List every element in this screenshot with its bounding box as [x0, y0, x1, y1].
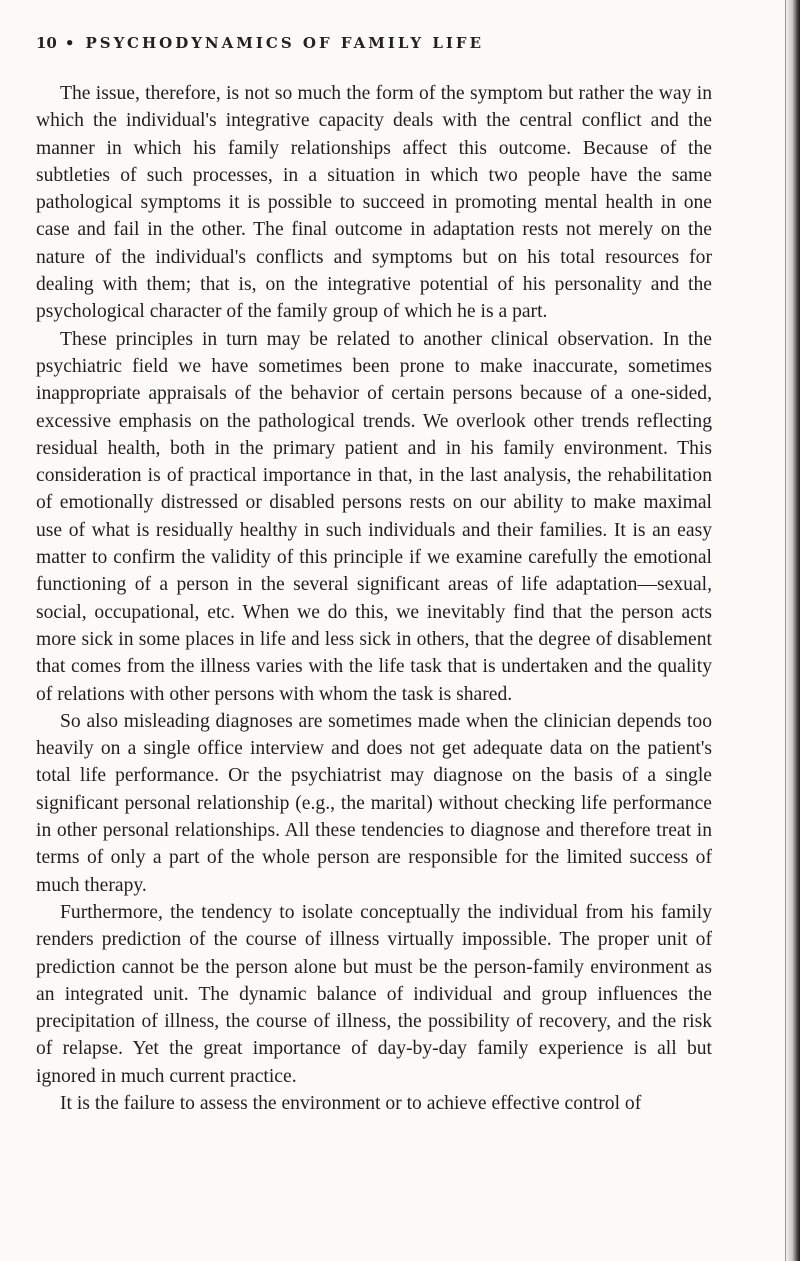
paragraph: It is the failure to assess the environment or to achieve effective control of [60, 1092, 642, 1114]
paragraph: So also misleading diagnoses are sometimes made when the clinician depends too heavily on a single office interview and does not get adequate data on the patient's total life performance. Or the psychiatrist may diagnose on the basis of a single significant personal relationship (e.g., the marital) without checking life performance in other personal relationships. All these tendencies to diagnose and therefore treat in terms of only a part of the whole person are responsible for the limited success of much therapy. [36, 710, 712, 896]
paragraph: The issue, therefore, is not so much the form of the symptom but rather the way in which the individual's integrative capacity deals with the central conflict and the manner in which his family relationships affect this outcome. Because of the subtleties of such processes, in a situation in which two people have the same pathological symptoms it is possible to succeed in promoting mental health in one case and fail in the other. The final outcome in adaptation rests not merely on the nature of the individual's conflicts and symptoms but on his total resources for dealing with them; that is, on the integrative potential of his personality and the psychological character of the family group of which he is a part. [36, 83, 712, 323]
running-head [36, 34, 484, 52]
running-title: PSYCHODYNAMICS OF FAMILY LIFE [85, 34, 485, 52]
page-edge-shadow [786, 0, 800, 1261]
header-separator: • [64, 34, 78, 52]
body-text [36, 80, 712, 1117]
paragraph: These principles in turn may be related to another clinical observation. In the psychiatric field we have sometimes been prone to make inaccurate, sometimes inappropriate appraisals of the behavior of certain persons because of a one-sided, excessive emphasis on the pathological trends. We overlook other trends reflecting residual health, both in the primary patient and in his family environment. This consideration is of practical importance in that, in the last analysis, the rehabilitation of emotionally distressed or disabled persons rests on our ability to make maximal use of what is residually healthy in such individuals and their families. It is an easy matter to confirm the validity of this principle if we examine carefully the emotional functioning of a person in the several significant areas of life adaptation—sexual, social, occupational, etc. When we do this, we inevitably find that the person acts more sick in some places in life and less sick in others, that the degree of disablement that comes from the illness varies with the life task that is undertaken and the quality of relations with other persons with whom the task is shared. [36, 328, 712, 705]
paragraph: Furthermore, the tendency to isolate conceptually the individual from his family renders prediction of the course of illness virtually impossible. The proper unit of prediction cannot be the person alone but must be the person-family environment as an integrated unit. The dynamic balance of individual and group influences the precipitation of illness, the course of illness, the possibility of recovery, and the risk of relapse. Yet the great importance of day-by-day family experience is all but ignored in much current practice. [36, 901, 712, 1087]
page-number: 10 [36, 34, 57, 52]
